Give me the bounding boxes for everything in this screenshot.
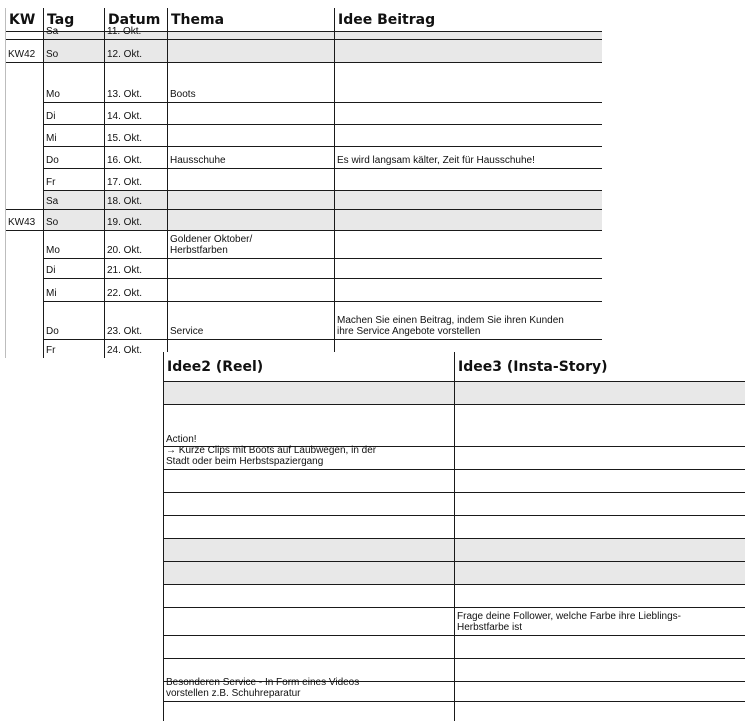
cell-datum: 14. Okt. xyxy=(107,111,143,122)
column-rule xyxy=(167,8,168,358)
header-datum: Datum xyxy=(108,12,161,28)
row-rule xyxy=(43,339,602,340)
row-rule xyxy=(43,190,602,191)
cell-kw: KW43 xyxy=(8,217,36,228)
cell-datum: 17. Okt. xyxy=(107,177,143,188)
cell-datum: 12. Okt. xyxy=(107,49,143,60)
cell-reel: Action! → Kurze Clips mit Boots auf Laubwegen, in der Stadt oder beim Herbstspaziergang xyxy=(166,434,377,467)
row-rule xyxy=(43,168,602,169)
cell-tag: Sa xyxy=(46,196,59,207)
header-thema: Thema xyxy=(171,12,225,28)
cell-thema: Boots xyxy=(170,89,196,100)
cell-tag: Do xyxy=(46,155,59,166)
cell-tag: Mi xyxy=(46,133,57,144)
cell-datum: 23. Okt. xyxy=(107,326,143,337)
cell-tag: Di xyxy=(46,265,56,276)
cell-datum: 16. Okt. xyxy=(107,155,143,166)
cell-tag: Do xyxy=(46,326,59,337)
header-rule xyxy=(5,31,602,32)
cell-tag: So xyxy=(46,49,59,60)
row-rule xyxy=(5,230,602,231)
row-rule xyxy=(5,62,602,63)
cell-idee: Es wird langsam kälter, Zeit für Hausschuhe! xyxy=(337,155,535,166)
cell-story: Frage deine Follower, welche Farbe ihre Lieblings- Herbstfarbe ist xyxy=(457,611,682,633)
cell-tag: Fr xyxy=(46,345,56,356)
cell-reel: Besonderen Service - In Form eines Videos vorstellen z.B. Schuhreparatur xyxy=(166,677,360,699)
cell-tag: Sa xyxy=(46,26,59,37)
cell-datum: 24. Okt. xyxy=(107,345,143,356)
cell-datum: 18. Okt. xyxy=(107,196,143,207)
cell-tag: Fr xyxy=(46,177,56,188)
row-rule xyxy=(43,278,602,279)
cell-tag: Mo xyxy=(46,245,60,256)
row-rule xyxy=(5,39,602,40)
cell-tag: So xyxy=(46,217,59,228)
cell-datum: 21. Okt. xyxy=(107,265,143,276)
row-rule xyxy=(43,146,602,147)
left-grid-rule xyxy=(5,8,6,358)
cell-datum: 20. Okt. xyxy=(107,245,143,256)
column-rule xyxy=(454,352,455,721)
header-story: Idee3 (Insta-Story) xyxy=(458,359,608,375)
header-kw: KW xyxy=(9,12,36,28)
header-idee: Idee Beitrag xyxy=(338,12,436,28)
column-rule xyxy=(43,8,44,358)
cell-kw: KW42 xyxy=(8,49,36,60)
header-tag: Tag xyxy=(47,12,75,28)
row-rule xyxy=(43,301,602,302)
row-rule xyxy=(43,258,602,259)
column-rule xyxy=(163,352,164,721)
row-rule xyxy=(5,209,602,210)
cell-thema: Goldener Oktober/ Herbstfarben xyxy=(170,234,253,256)
cell-datum: 13. Okt. xyxy=(107,89,143,100)
row-rule xyxy=(43,124,602,125)
cell-datum: 19. Okt. xyxy=(107,217,143,228)
cell-thema: Hausschuhe xyxy=(170,155,226,166)
cell-thema: Service xyxy=(170,326,204,337)
column-rule xyxy=(334,8,335,358)
cell-idee: Machen Sie einen Beitrag, indem Sie ihren Kunden ihre Service Angebote vorstellen xyxy=(337,315,564,337)
cell-datum: 11. Okt. xyxy=(107,26,142,37)
cell-datum: 15. Okt. xyxy=(107,133,143,144)
cell-tag: Mi xyxy=(46,288,57,299)
cell-datum: 22. Okt. xyxy=(107,288,143,299)
cell-tag: Di xyxy=(46,111,56,122)
row-rule xyxy=(43,102,602,103)
header-reel: Idee2 (Reel) xyxy=(167,359,264,375)
cell-tag: Mo xyxy=(46,89,60,100)
column-rule xyxy=(104,8,105,358)
